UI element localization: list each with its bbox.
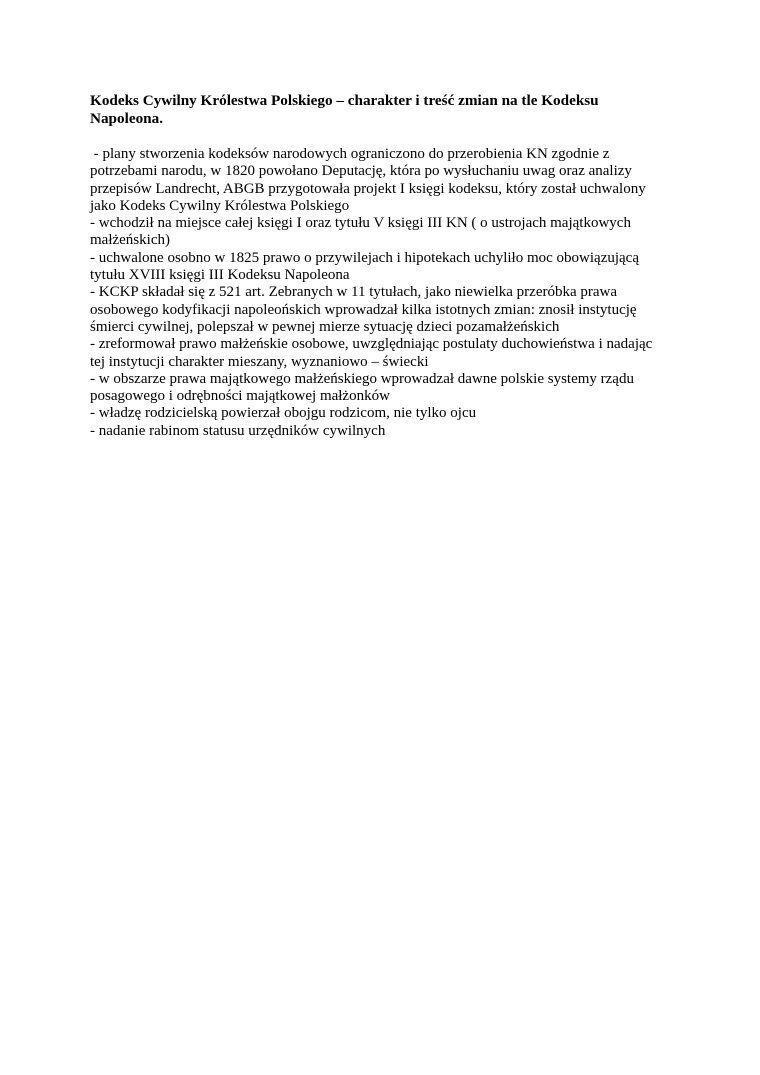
body-line: - wchodził na miejsce całej księgi I oraz tytułu V księgi III KN ( o ustrojach majątkowych: [90, 215, 631, 232]
body-line: - KCKP składał się z 521 art. Zebranych w 11 tytułach, jako niewielka przeróbka prawa: [90, 284, 618, 301]
body-line: przepisów Landrecht, ABGB przygotowała projekt I księgi kodeksu, który został uchwalony: [90, 180, 646, 197]
body-line: - zreformował prawo małżeńskie osobowe, uwzględniając postulaty duchowieństwa i nadając: [90, 336, 653, 353]
body-line: - nadanie rabinom statusu urzędników cywilnych: [90, 422, 386, 439]
title-line: Kodeks Cywilny Królestwa Polskiego – charakter i treść zmian na tle Kodeksu: [90, 92, 599, 109]
body-line: potrzebami narodu, w 1820 powołano Deputację, która po wysłuchaniu uwag oraz analizy: [90, 163, 632, 180]
body-line: tytułu XVIII księgi III Kodeksu Napoleona: [90, 267, 350, 284]
document-body: [90, 146, 680, 440]
body-line: śmierci cywilnej, polepszał w pewnej mierze sytuację dzieci pozamałżeńskich: [90, 318, 560, 335]
body-line: jako Kodeks Cywilny Królestwa Polskiego: [90, 197, 350, 214]
body-line: - uchwalone osobno w 1825 prawo o przywilejach i hipotekach uchyliło moc obowiązującą: [90, 249, 640, 266]
body-line: - plany stworzenia kodeksów narodowych ograniczono do przerobienia KN zgodnie z: [90, 146, 610, 162]
document-title: [90, 92, 680, 128]
body-line: - w obszarze prawa majątkowego małżeńskiego wprowadzał dawne polskie systemy rządu: [90, 370, 634, 387]
document-content: [90, 92, 680, 440]
body-line: osobowego kodyfikacji napoleońskich wprowadzał kilka istotnych zmian: znosił instytucję: [90, 301, 637, 318]
body-line: - władzę rodzicielską powierzał obojgu rodzicom, nie tylko ojcu: [90, 405, 477, 422]
title-line: Napoleona.: [90, 110, 163, 127]
body-line: posagowego i odrębności majątkowej małżonków: [90, 388, 390, 405]
body-line: małżeńskich): [90, 232, 170, 249]
body-line: tej instytucji charakter mieszany, wyznaniowo – świecki: [90, 353, 429, 370]
